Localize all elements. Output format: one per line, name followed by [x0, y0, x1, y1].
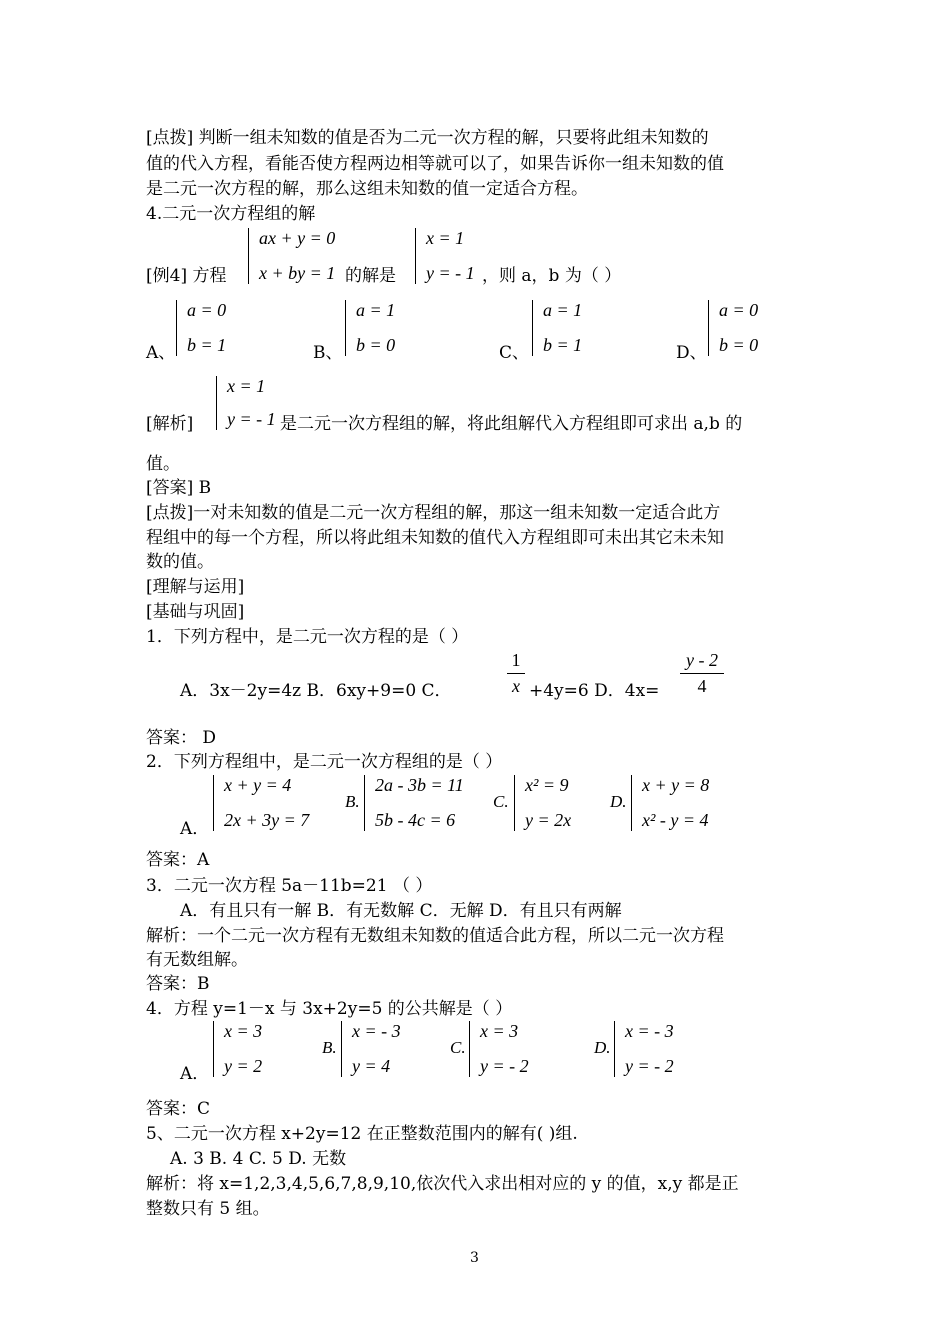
question: 2．下列方程组中，是二元一次方程组的是（ ） [146, 752, 503, 772]
equation-row: x + y = 8 [642, 775, 710, 795]
equation-row: y = - 1 [426, 263, 475, 283]
text: 的解是 [345, 266, 396, 286]
question: 4．方程 y=1－x 与 3x+2y=5 的公共解是（ ） [146, 999, 513, 1019]
example-label: [例4] 方程 [146, 266, 227, 286]
equation-row: a = 1 [543, 300, 583, 320]
analysis-text: 是二元一次方程组的解，将此组解代入方程组即可求出 a,b 的 [280, 414, 743, 434]
paragraph: 程组中的每一个方程，所以将此组未知数的值代入方程组即可未出其它未未知 [146, 528, 724, 548]
equation-row: y = - 2 [480, 1056, 529, 1076]
option-label: C、 [499, 343, 530, 363]
option-system [532, 300, 582, 356]
equation-row: b = 1 [187, 335, 227, 355]
option-system [341, 1021, 401, 1077]
equation-row: 2x + 3y = 7 [224, 810, 310, 830]
paragraph: [点拨] 判断一组未知数的值是否为二元一次方程的解，只要将此组未知数的 [146, 128, 709, 148]
numerator: 1 [511, 650, 521, 670]
answer: 答案：B [146, 974, 210, 994]
option-label: A． [180, 1064, 210, 1084]
equation-row: b = 0 [719, 335, 759, 355]
section-heading: [基础与巩固] [146, 602, 245, 622]
analysis: 有无数组解。 [146, 950, 248, 970]
question: 5、二元一次方程 x+2y=12 在正整数范围内的解有( )组. [146, 1124, 578, 1144]
equation-system [216, 376, 276, 430]
question-options: A. 3 B. 4 C. 5 D. 无数 [170, 1149, 347, 1169]
answer: 答案：A [146, 850, 210, 870]
question: 3．二元一次方程 5a－11b=21 （ ） [146, 876, 433, 896]
option-label: D. [594, 1038, 611, 1057]
option-system [213, 775, 309, 831]
fraction [680, 650, 724, 697]
section-heading: [理解与运用] [146, 577, 245, 597]
option-system [614, 1021, 674, 1077]
fraction [507, 650, 525, 697]
equation-row: x = - 3 [352, 1021, 401, 1041]
equation-row: x = 1 [426, 228, 465, 248]
equation-row: x = 3 [480, 1021, 519, 1041]
option-label: C. [493, 792, 509, 811]
question-options: A．3x－2y=4z B．6xy+9=0 C． [180, 681, 452, 701]
option-text: +4y=6 D．4x= [529, 681, 660, 701]
paragraph: 数的值。 [146, 552, 214, 572]
option-system [176, 300, 226, 356]
answer: 答案：C [146, 1099, 211, 1119]
analysis: 解析：一个二元一次方程有无数组未知数的值适合此方程，所以二元一次方程 [146, 926, 724, 946]
option-system [631, 775, 709, 831]
equation-row: x² - y = 4 [642, 810, 709, 830]
equation-row: a = 0 [719, 300, 759, 320]
option-label: B、 [313, 343, 343, 363]
analysis: 整数只有 5 组。 [146, 1199, 270, 1219]
page-number: 3 [470, 1250, 479, 1266]
equation-row: a = 0 [187, 300, 227, 320]
denominator: 4 [697, 676, 707, 696]
option-system [213, 1021, 262, 1077]
paragraph: 值的代入方程，看能否使方程两边相等就可以了，如果告诉你一组未知数的值 [146, 154, 724, 174]
paragraph: [点拨]一对未知数的值是二元一次方程组的解，那这一组未知数一定适合此方 [146, 503, 721, 523]
equation-row: y = 4 [352, 1056, 391, 1076]
equation-row: y = - 2 [625, 1056, 674, 1076]
option-label: A． [180, 819, 210, 839]
paragraph: 是二元一次方程的解，那么这组未知数的值一定适合方程。 [146, 179, 588, 199]
analysis-label: [解析] [146, 414, 194, 434]
equation-row: x = - 3 [625, 1021, 674, 1041]
equation-row: x = 3 [224, 1021, 263, 1041]
equation-system [415, 228, 475, 284]
equation-row: 5b - 4c = 6 [375, 810, 456, 830]
section-heading: 4.二元一次方程组的解 [146, 204, 316, 224]
option-label: C. [450, 1038, 466, 1057]
equation-row: y = 2 [224, 1056, 263, 1076]
option-system [345, 300, 395, 356]
text: ，则 a，b 为（ ） [482, 266, 622, 286]
option-label: D. [610, 792, 627, 811]
denominator: x [512, 676, 520, 696]
analysis: 解析：将 x=1,2,3,4,5,6,7,8,9,10,依次代入求出相对应的 y 的值，x,y 都是正 [146, 1174, 739, 1194]
equation-row: y = - 1 [227, 409, 276, 429]
option-label: A、 [146, 343, 176, 363]
option-system [514, 775, 571, 831]
equation-row: x + y = 4 [224, 775, 292, 795]
equation-row: 2a - 3b = 11 [375, 775, 464, 795]
question-options: A．有且只有一解 B．有无数解 C．无解 D．有且只有两解 [180, 901, 622, 921]
option-system [364, 775, 464, 831]
option-label: D、 [676, 343, 707, 363]
answer: [答案] B [146, 478, 212, 498]
equation-row: y = 2x [525, 810, 572, 830]
equation-row: x = 1 [227, 376, 266, 396]
numerator: y - 2 [686, 650, 718, 670]
equation-system [248, 228, 335, 284]
equation-row: b = 1 [543, 335, 583, 355]
option-label: B. [322, 1038, 337, 1057]
equation-row: ax + y = 0 [259, 228, 336, 248]
equation-row: a = 1 [356, 300, 396, 320]
option-system [708, 300, 758, 356]
equation-row: x² = 9 [525, 775, 569, 795]
question: 1．下列方程中，是二元一次方程的是（ ） [146, 627, 469, 647]
paragraph: 值。 [146, 454, 180, 474]
option-system [469, 1021, 529, 1077]
option-label: B. [345, 792, 360, 811]
answer: 答案： D [146, 728, 217, 748]
equation-row: b = 0 [356, 335, 396, 355]
equation-row: x + by = 1 [259, 263, 336, 283]
